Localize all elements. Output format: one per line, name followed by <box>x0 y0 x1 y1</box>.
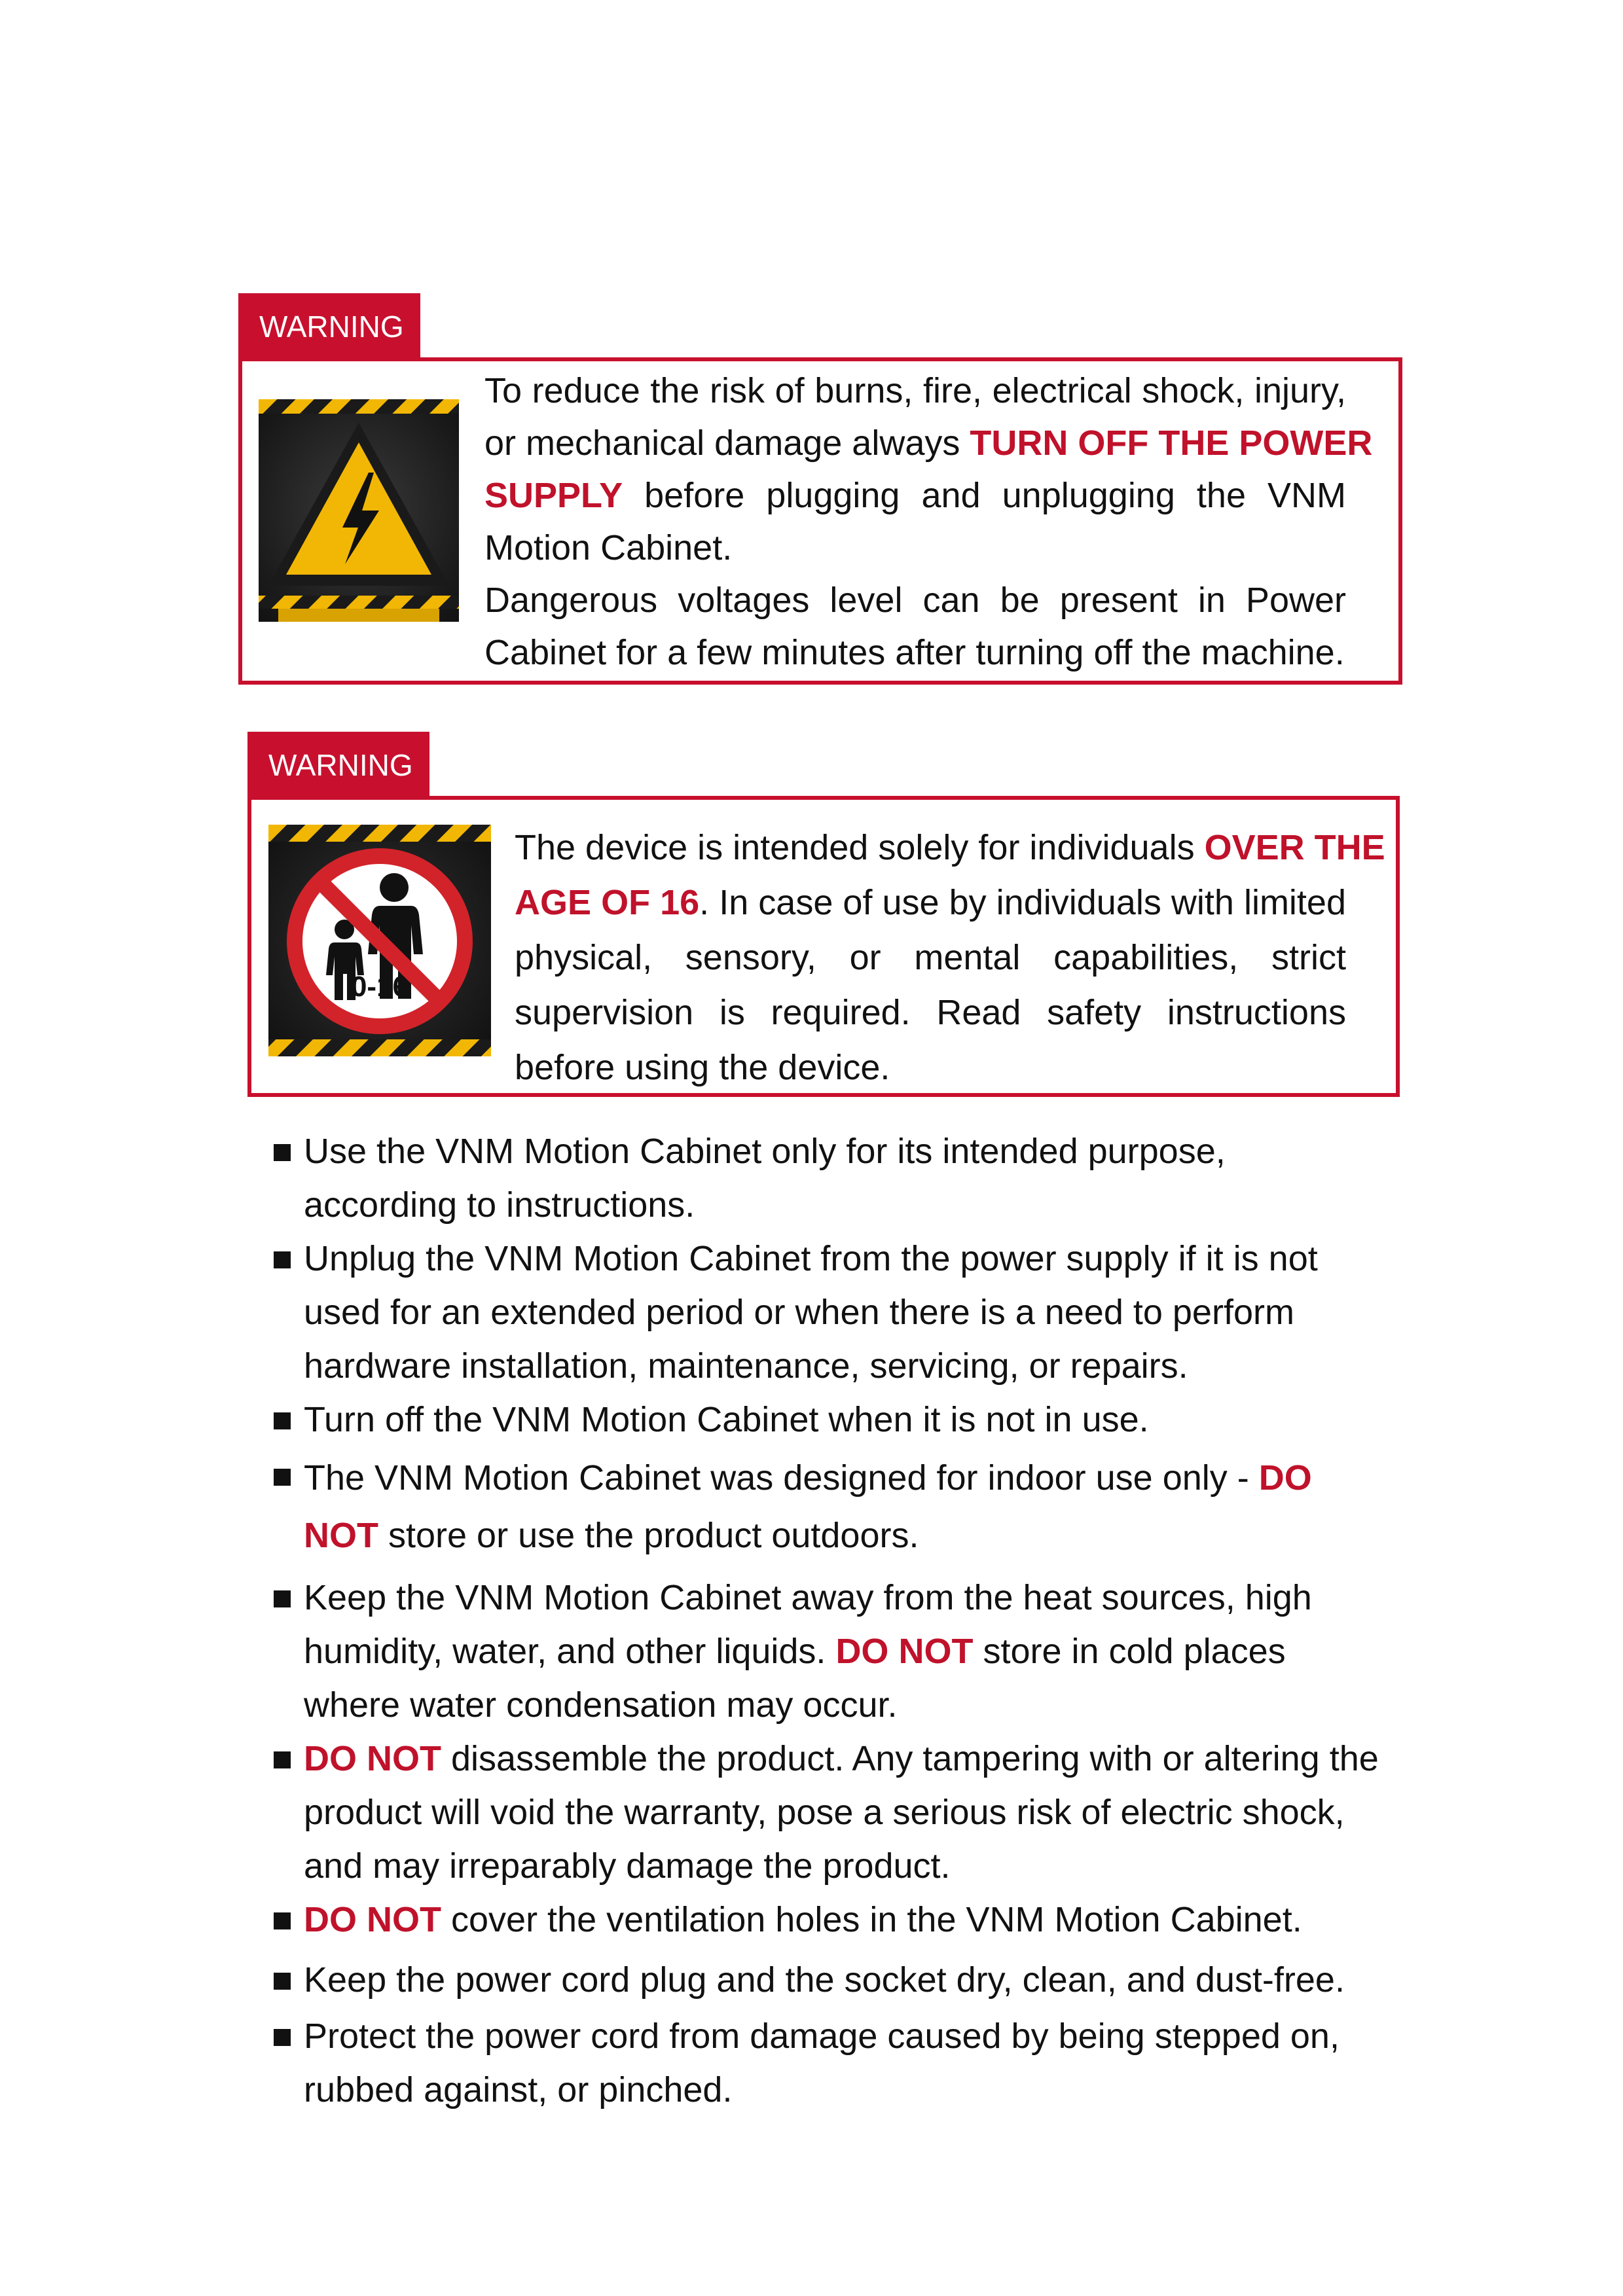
list-item: Use the VNM Motion Cabinet only for its intended purpose, according to instructions. <box>274 1124 1387 1232</box>
bullet-square-icon <box>274 1973 291 1990</box>
warning-tab-2 <box>247 732 429 798</box>
warning-tab-label: WARNING <box>268 748 413 782</box>
no-children-under-16-icon <box>268 825 491 1056</box>
warning-2-text: The device is intended solely for individuals OVER THE AGE OF 16. In case of use by individuals with limited physical, sensory, or mental capabilities, strict supervision is required. Read safety instructions before using the device. <box>515 828 1385 1087</box>
list-item: Turn off the VNM Motion Cabinet when it is not in use. <box>274 1393 1387 1446</box>
list-item: Unplug the VNM Motion Cabinet from the power supply if it is not used for an extended period or when there is a need to perform hardware installation, maintenance, servicing, or repairs. <box>274 1232 1387 1393</box>
safety-instructions-list <box>274 1124 1387 2117</box>
high-voltage-warning-icon <box>259 399 459 622</box>
bullet-square-icon <box>274 1251 291 1268</box>
list-item: Keep the VNM Motion Cabinet away from the heat sources, high humidity, water, and other liquids. DO NOT store in cold places where water condensation may occur. <box>274 1571 1387 1732</box>
list-item: The VNM Motion Cabinet was designed for indoor use only - DO NOT store or use the product outdoors. <box>274 1449 1387 1564</box>
warning-1-text: To reduce the risk of burns, fire, electrical shock, injury, or mechanical damage always TURN OFF THE POWER SUPPLY before plugging and unplugging the VNM Motion Cabinet. Dangerous voltages level can be present in Power Cabinet for a few minutes after turning off the machine. <box>484 371 1373 672</box>
bullet-square-icon <box>274 1912 291 1929</box>
bullet-square-icon <box>274 1751 291 1768</box>
list-item: DO NOT cover the ventilation holes in the VNM Motion Cabinet. <box>274 1893 1387 1946</box>
list-item: Protect the power cord from damage caused by being stepped on, rubbed against, or pinched. <box>274 2009 1387 2117</box>
warning-tab-1 <box>238 293 420 360</box>
list-item: DO NOT disassemble the product. Any tampering with or altering the product will void the warranty, pose a serious risk of electric shock, and may irreparably damage the product. <box>274 1732 1387 1893</box>
age-label: 0-16 <box>350 971 409 1003</box>
list-item: Keep the power cord plug and the socket dry, clean, and dust-free. <box>274 1953 1387 2007</box>
warning-tab-label: WARNING <box>259 310 404 344</box>
bullet-square-icon <box>274 1412 291 1429</box>
bullet-square-icon <box>274 1590 291 1607</box>
bullet-square-icon <box>274 2029 291 2046</box>
bullet-square-icon <box>274 1469 291 1486</box>
bullet-square-icon <box>274 1144 291 1161</box>
